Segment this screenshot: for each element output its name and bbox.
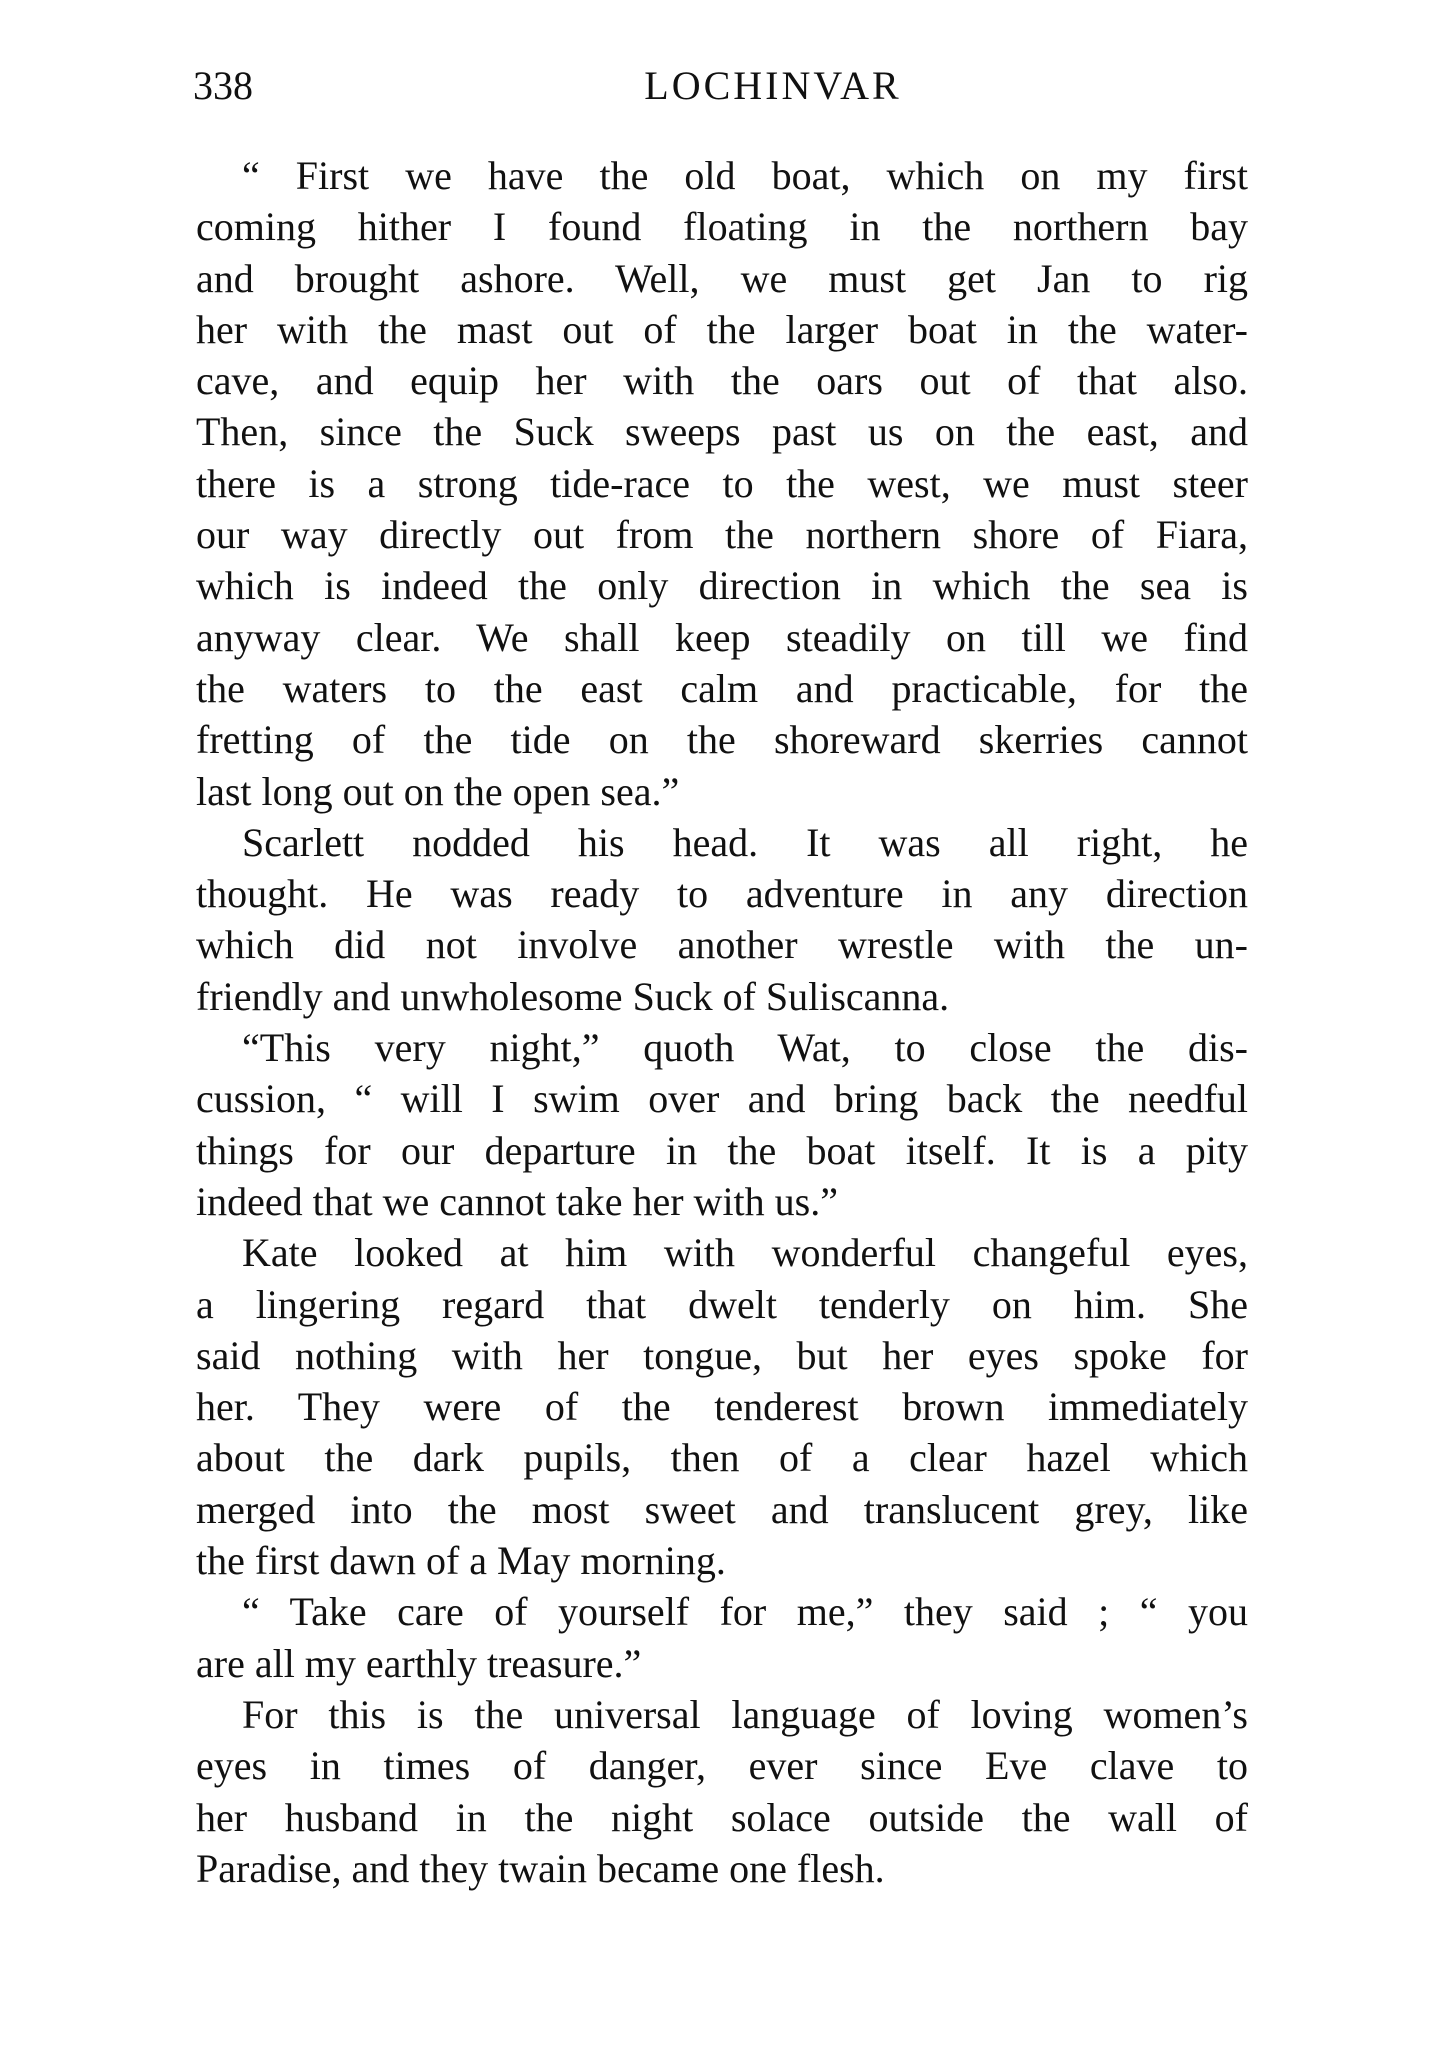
text-line: indeed that we cannot take her with us.” bbox=[196, 1178, 838, 1224]
paragraph bbox=[196, 1586, 1248, 1689]
text-line: the first dawn of a May morning. bbox=[196, 1538, 726, 1584]
text-line: last long out on the open sea.” bbox=[196, 768, 680, 814]
paragraph bbox=[196, 150, 1248, 817]
text-line: coming hither I found floating in the northern bay bbox=[196, 204, 1248, 250]
text-line: merged into the most sweet and translucent grey, like bbox=[196, 1486, 1248, 1532]
text-line: Kate looked at him with wonderful changeful eyes, bbox=[242, 1230, 1248, 1276]
text-line: a lingering regard that dwelt tenderly on him. She bbox=[196, 1281, 1248, 1327]
paragraph bbox=[196, 1022, 1248, 1227]
text-line: cave, and equip her with the oars out of that also. bbox=[196, 358, 1248, 404]
text-line: her husband in the night solace outside the wall of bbox=[196, 1794, 1248, 1840]
running-title: LOCHINVAR bbox=[644, 63, 902, 108]
text-line: thought. He was ready to adventure in any direction bbox=[196, 871, 1248, 917]
text-line: “ Take care of yourself for me,” they said ; “ you bbox=[242, 1589, 1248, 1635]
text-line: cussion, “ will I swim over and bring back the needful bbox=[196, 1076, 1248, 1122]
paragraph bbox=[196, 817, 1248, 1022]
text-line: eyes in times of danger, ever since Eve clave to bbox=[196, 1743, 1248, 1789]
text-line: are all my earthly treasure.” bbox=[196, 1640, 642, 1686]
text-line: there is a strong tide-race to the west, we must steer bbox=[196, 460, 1248, 506]
running-head bbox=[193, 56, 1283, 116]
text-line: For this is the universal language of loving women’s bbox=[242, 1691, 1248, 1737]
text-line: which is indeed the only direction in which the sea is bbox=[196, 563, 1248, 609]
text-line: said nothing with her tongue, but her eyes spoke for bbox=[196, 1332, 1248, 1378]
text-line: which did not involve another wrestle with the un- bbox=[196, 922, 1248, 968]
paragraph bbox=[196, 1689, 1248, 1894]
text-line: about the dark pupils, then of a clear hazel which bbox=[196, 1435, 1248, 1481]
text-line: “This very night,” quoth Wat, to close the dis- bbox=[242, 1025, 1248, 1071]
paragraph bbox=[196, 1227, 1248, 1586]
text-line: Paradise, and they twain became one flesh. bbox=[196, 1845, 885, 1891]
text-line: friendly and unwholesome Suck of Suliscanna. bbox=[196, 973, 950, 1019]
text-line: and brought ashore. Well, we must get Jan to rig bbox=[196, 255, 1248, 301]
text-line: our way directly out from the northern shore of Fiara, bbox=[196, 512, 1248, 558]
text-line: her. They were of the tenderest brown immediately bbox=[196, 1384, 1248, 1430]
text-line: Then, since the Suck sweeps past us on the east, and bbox=[196, 409, 1248, 455]
text-line: Scarlett nodded his head. It was all right, he bbox=[242, 819, 1248, 865]
text-line: things for our departure in the boat itself. It is a pity bbox=[196, 1127, 1248, 1173]
text-line: anyway clear. We shall keep steadily on till we find bbox=[196, 614, 1248, 660]
page-number: 338 bbox=[193, 63, 253, 108]
text-line: her with the mast out of the larger boat in the water- bbox=[196, 306, 1248, 352]
body-text bbox=[196, 150, 1248, 1894]
text-line: “ First we have the old boat, which on my first bbox=[242, 153, 1248, 198]
text-line: the waters to the east calm and practicable, for the bbox=[196, 665, 1248, 711]
text-line: fretting of the tide on the shoreward skerries cannot bbox=[196, 717, 1248, 763]
